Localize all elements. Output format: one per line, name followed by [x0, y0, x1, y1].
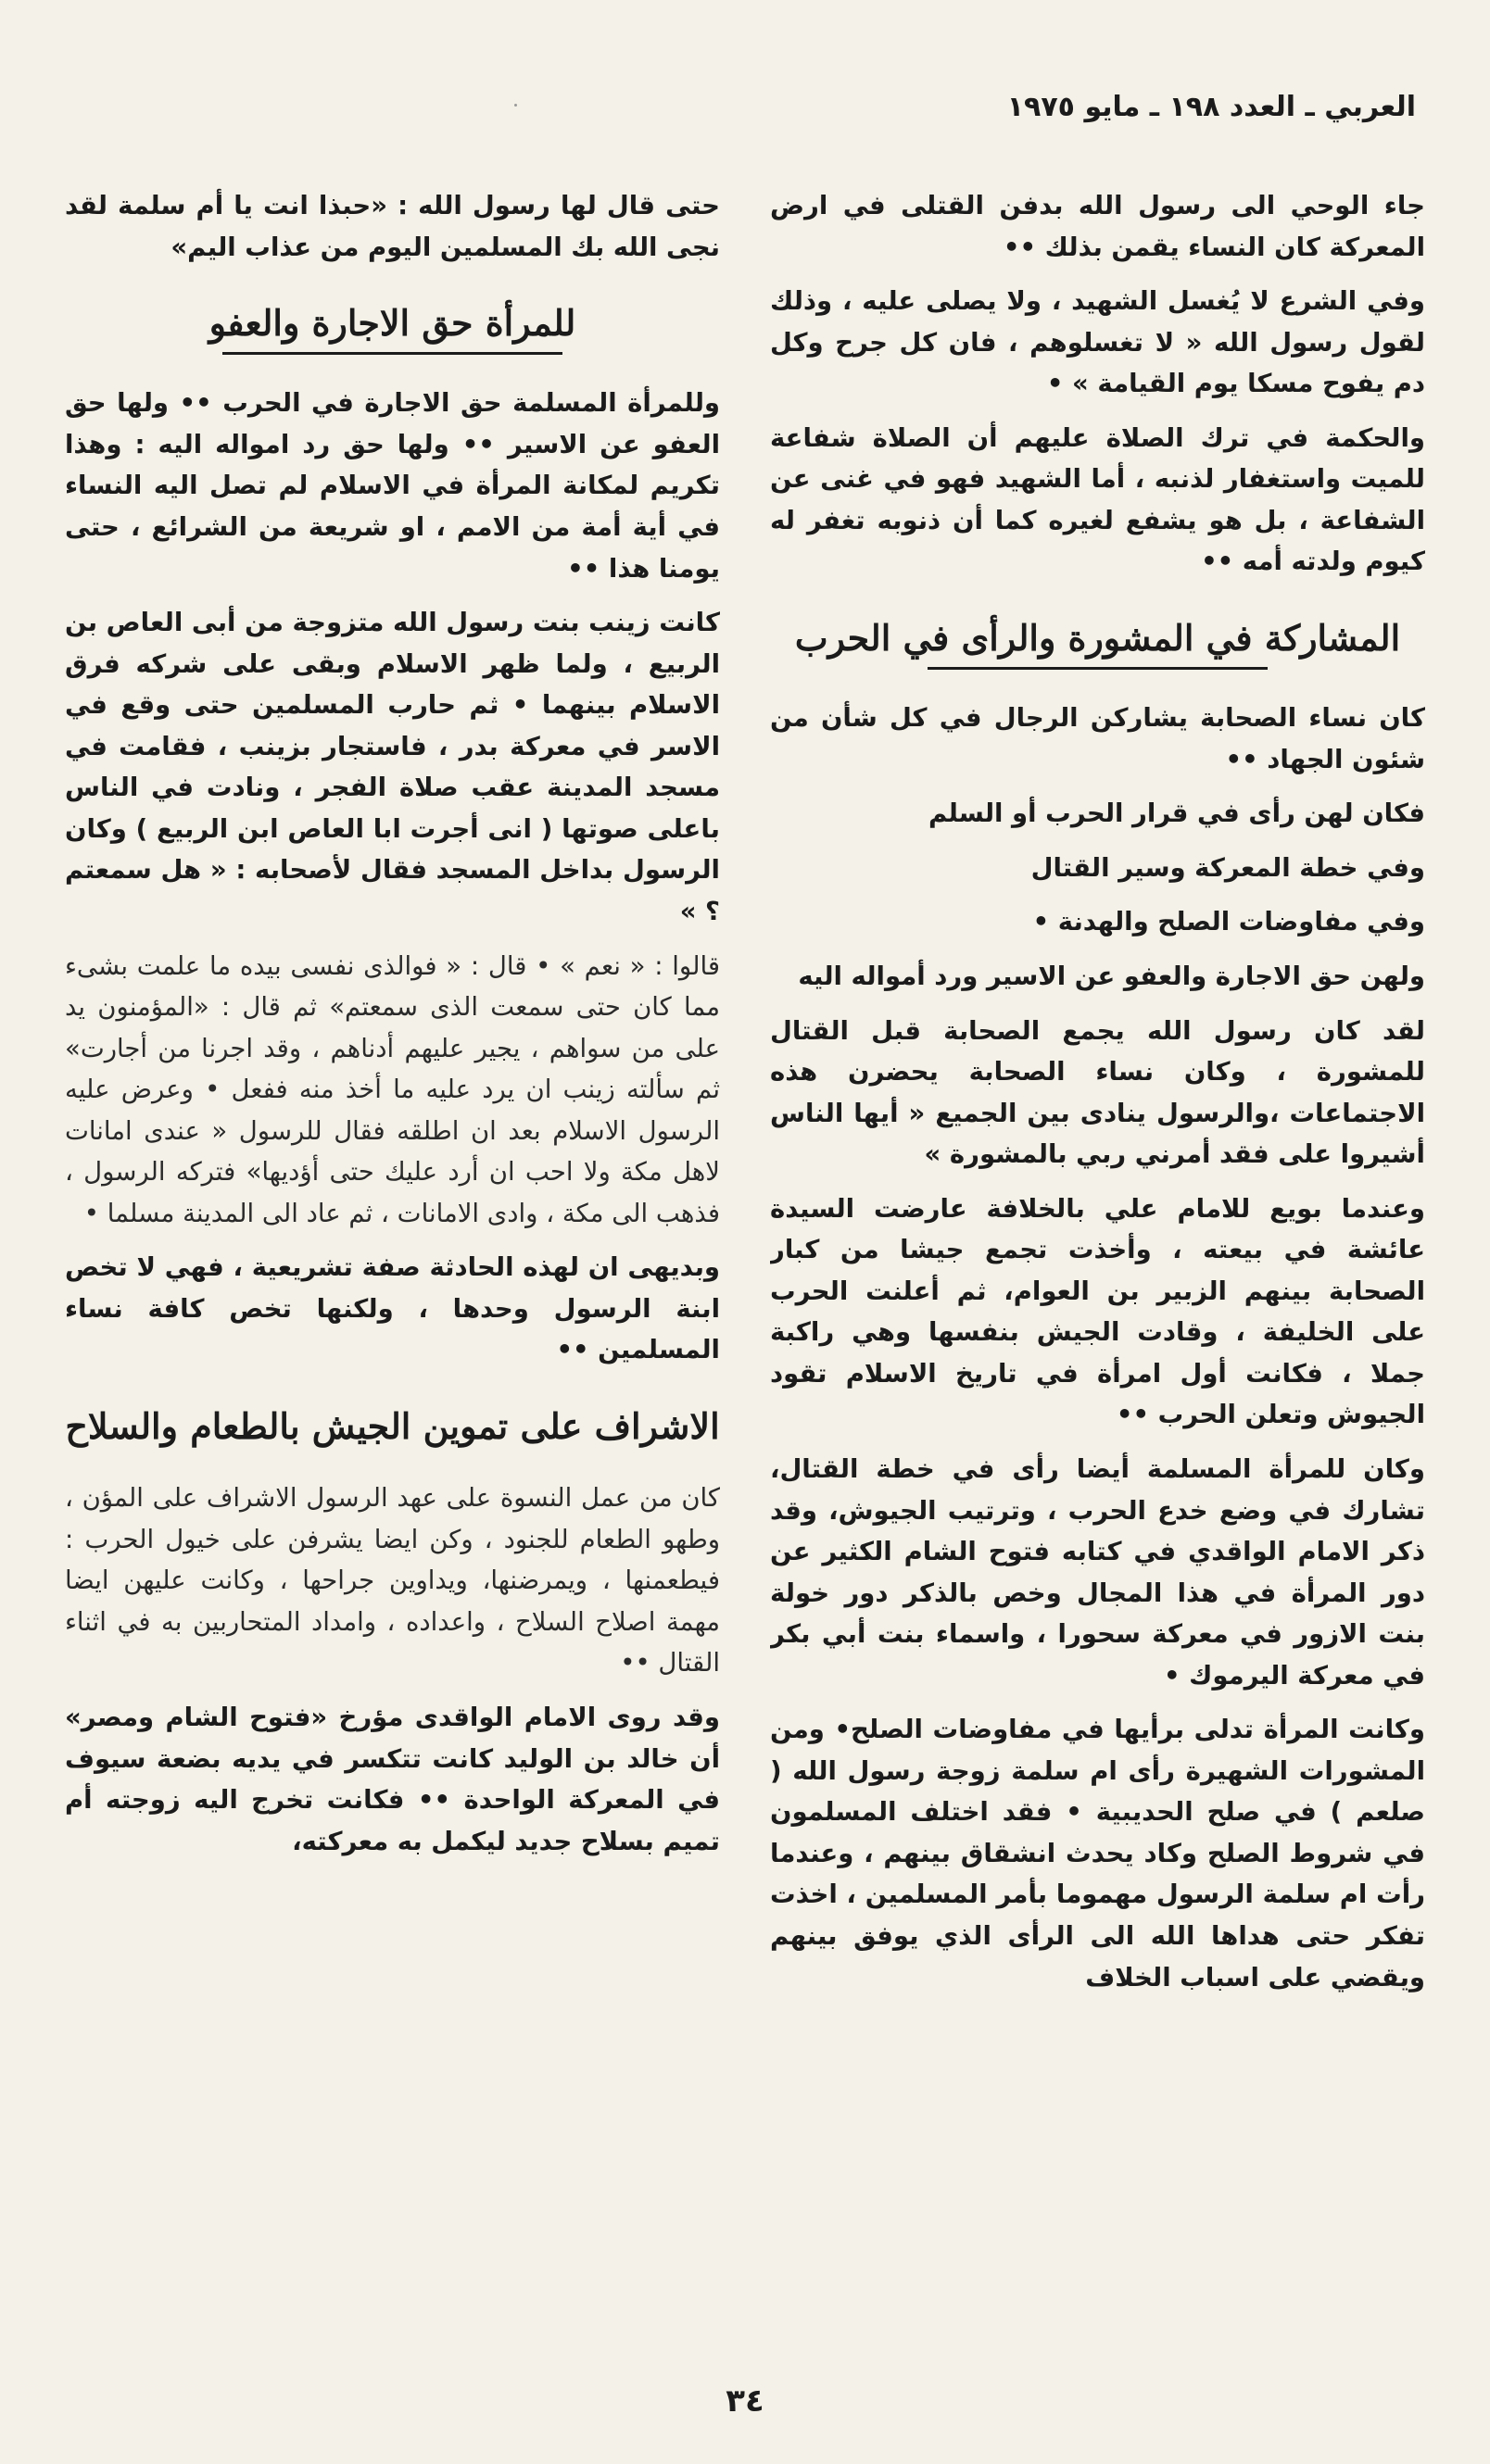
paragraph: وفي مفاوضات الصلح والهدنة • [1032, 907, 1425, 937]
section-heading-text: المشاركة في المشورة والرأى في الحرب [794, 616, 1401, 659]
paragraph: وفي خطة المعركة وسير القتال [1030, 852, 1425, 883]
issue-header: العربي ـ العدد ١٩٨ ـ مايو ١٩٧٥ [1006, 91, 1416, 123]
section-heading [65, 299, 720, 355]
paragraph: وبديهى ان لهذه الحادثة صفة تشريعية ، فهي لا تخص ابنة الرسول وحدها ، ولكنها تخص كافة نساء المسلمين •• [65, 1252, 720, 1365]
section-heading [65, 1402, 720, 1450]
paragraph: قالوا : « نعم » • قال : « فوالذى نفسى بيده ما علمت بشىء مما كان حتى سمعت الذى سمعتم» ثم قال : «المؤمنون يد على من سواهم ، يجير عليهم أدناهم ، وقد اجرنا من أجارت» ثم سألته زينب ان يرد عليه ما أخذ منه ففعل • وعرض عليه الرسول الاسلام بعد ان اطلقه فقال للرسول « عندى امانات لاهل مكة ولا احب ان أرد عليك حتى أؤديها» فتركه الرسول ، فذهب الى مكة ، وادى الامانات ، ثم عاد الى المدينة مسلما • [65, 950, 720, 1228]
paragraph: فكان لهن رأى في قرار الحرب أو السلم [928, 798, 1425, 829]
right-column [770, 185, 1425, 2334]
section-heading-text: للمرأة حق الاجارة والعفو [208, 302, 576, 345]
paragraph: حتى قال لها رسول الله : «حبذا انت يا أم سلمة لقد نجى الله بك المسلمين اليوم من عذاب اليم» [65, 191, 720, 262]
print-speck [514, 104, 517, 107]
left-column [65, 185, 720, 2334]
paragraph: كان نساء الصحابة يشاركن الرجال في كل شأن من شئون الجهاد •• [770, 703, 1425, 774]
paragraph: ولهن حق الاجارة والعفو عن الاسير ورد أمواله اليه [798, 961, 1425, 991]
paragraph: وللمرأة المسلمة حق الاجارة في الحرب •• ولها حق العفو عن الاسير •• ولها حق رد امواله اليه : وهذا تكريم لمكانة المرأة في الاسلام لم تصل اليه النساء في أية أمة من الامم ، او شريعة من الشرائع ، حتى يومنا هذا •• [65, 388, 720, 584]
paragraph: والحكمة في ترك الصلاة عليهم أن الصلاة شفاعة للميت واستغفار لذنبه ، أما الشهيد فهو في غنى عن الشفاعة ، بل هو يشفع لغيره كما أن ذنوبه تغفر له كيوم ولدته أمه •• [770, 422, 1425, 577]
heading-underline [928, 667, 1269, 670]
paragraph: كان من عمل النسوة على عهد الرسول الاشراف على المؤن ، وطهو الطعام للجنود ، وكن ايضا يشرفن على خيول الحرب : فيطعمنها ، ويمرضنها، ويداوين جراحها ، وكانت عليهن ايضا مهمة اصلاح السلاح ، واعداده ، وامداد المتحاربين به في اثناء القتال •• [65, 1483, 720, 1678]
paragraph: جاء الوحي الى رسول الله بدفن القتلى في ارض المعركة كان النساء يقمن بذلك •• [770, 191, 1425, 262]
section-heading-text: الاشراف على تموين الجيش بالطعام والسلاح [65, 1404, 720, 1447]
paragraph: كانت زينب بنت رسول الله متزوجة من أبى العاص بن الربيع ، ولما ظهر الاسلام وبقى على شركه فرق الاسلام بينهما • ثم حارب المسلمين حتى وقع في الاسر في معركة بدر ، فاستجار بزينب ، فقامت في مسجد المدينة عقب صلاة الفجر ، ونادت في الناس باعلى صوتها ( انى أجرت ابا العاص ابن الربيع ) وكان الرسول بداخل المسجد فقال لأصحابه : « هل سمعتم ؟ » [65, 608, 720, 926]
section-heading [770, 614, 1425, 670]
paragraph: وقد روى الامام الواقدى مؤرخ «فتوح الشام ومصر» أن خالد بن الوليد كانت تتكسر في يديه بضعة سيوف في المعركة الواحدة •• فكانت تخرج اليه زوجته أم تميم بسلاح جديد ليكمل به معركته، [65, 1703, 720, 1856]
page-number: ٣٤ [726, 2382, 764, 2420]
paragraph: وكان للمرأة المسلمة أيضا رأى في خطة القتال، تشارك في وضع خدع الحرب ، وترتيب الجيوش، وقد ذكر الامام الواقدي في كتابه فتوح الشام الكثير عن دور المرأة في هذا المجال وخص بالذكر دور خولة بنت الازور في معركة سحورا ، واسماء بنت أبي بكر في معركة اليرموك • [770, 1453, 1425, 1691]
paragraph: وعندما بويع للامام علي بالخلافة عارضت السيدة عائشة في بيعته ، وأخذت تجمع جيشا من كبار الصحابة بينهم الزبير بن العوام، ثم أعلنت الحرب على الخليفة ، وقادت الجيش بنفسها وهي راكبة جملا ، فكانت أول امرأة في تاريخ الاسلام تقود الجيوش وتعلن الحرب •• [770, 1193, 1425, 1430]
article-columns [65, 185, 1425, 2334]
paragraph: وفي الشرع لا يُغسل الشهيد ، ولا يصلى عليه ، وذلك لقول رسول الله « لا تغسلوهم ، فان كل جرح وكل دم يفوح مسكا يوم القيامة » • [770, 286, 1425, 399]
paragraph: وكانت المرأة تدلى برأيها في مفاوضات الصلح• ومن المشورات الشهيرة رأى ام سلمة زوجة رسول الله ( صلعم ) في صلح الحديبية • فقد اختلف المسلمون في شروط الصلح وكاد يحدث انشقاق بينهم ، وعندما رأت ام سلمة الرسول مهموما بأمر المسلمين ، اخذت تفكر حتى هداها الله الى الرأى الذي يوفق بينهم ويقضي على اسباب الخلاف [770, 1715, 1425, 1993]
heading-underline [222, 352, 563, 355]
paragraph: لقد كان رسول الله يجمع الصحابة قبل القتال للمشورة ، وكان نساء الصحابة يحضرن هذه الاجتماعات ،والرسول ينادى بين الجميع « أيها الناس أشيروا على فقد أمرني ربي بالمشورة » [770, 1015, 1425, 1170]
